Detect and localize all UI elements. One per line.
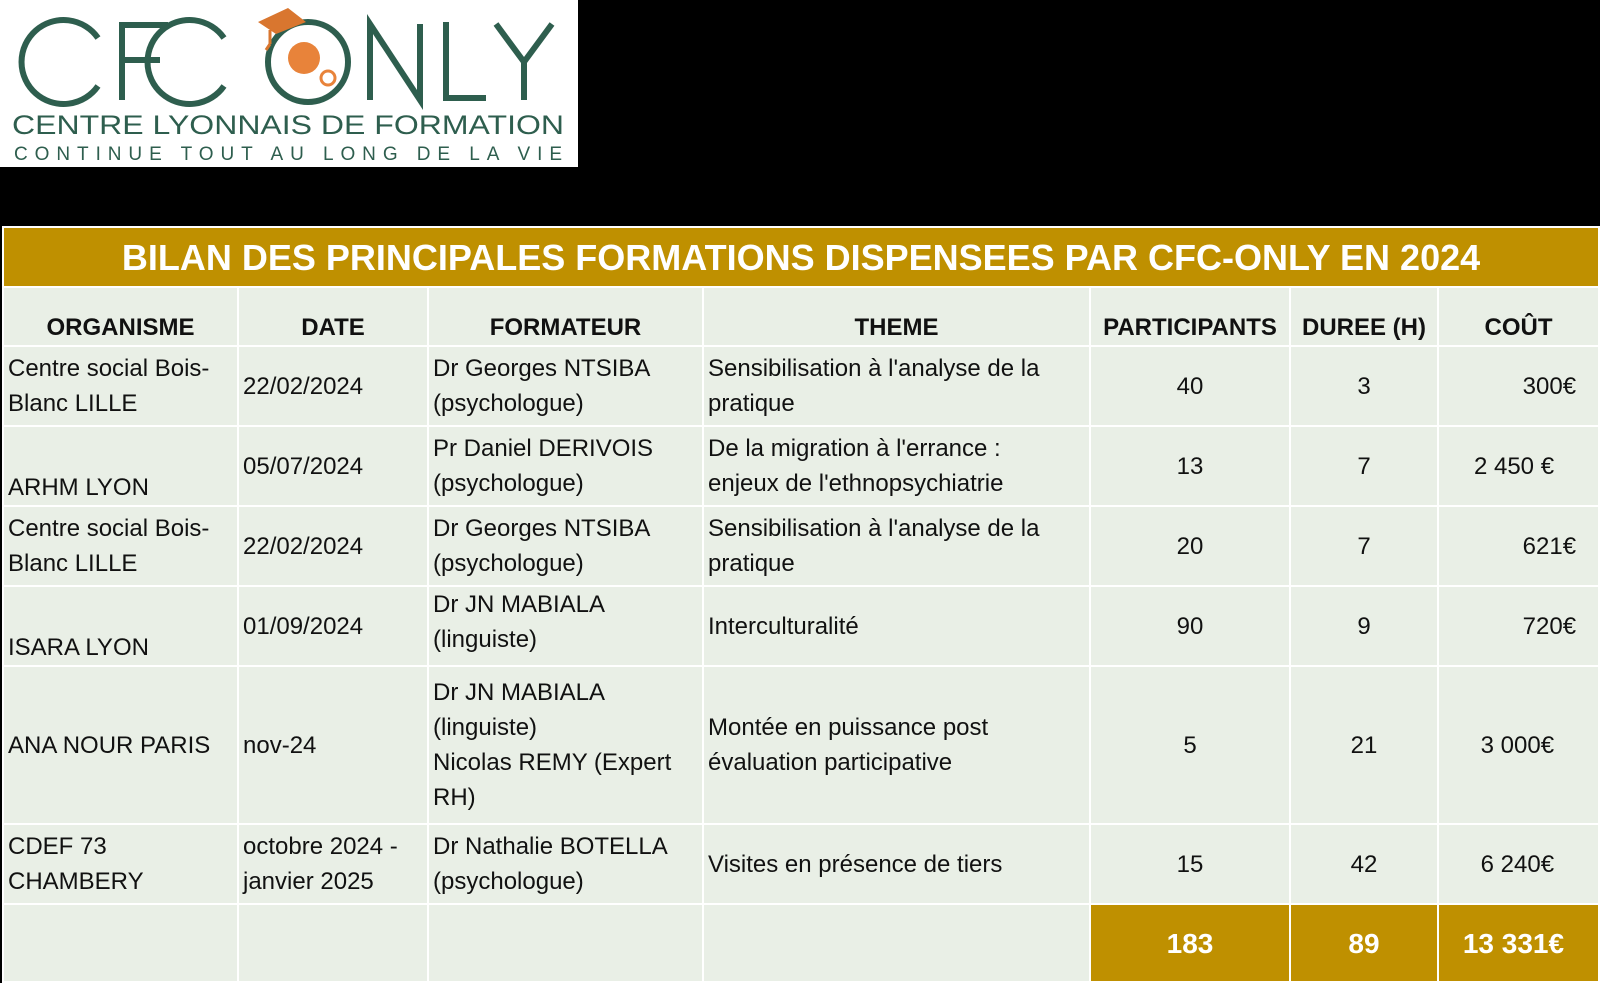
cell-formateur: Dr Georges NTSIBA (psychologue) xyxy=(428,506,703,586)
cell-date: 22/02/2024 xyxy=(238,506,428,586)
cell-formateur: Dr JN MABIALA (linguiste) xyxy=(428,586,703,666)
col-date: DATE xyxy=(238,287,428,346)
table-row xyxy=(3,666,1599,824)
cell-organisme: Centre social Bois- Blanc LILLE xyxy=(3,506,238,586)
total-participants: 183 xyxy=(1090,904,1290,982)
cell-organisme: ANA NOUR PARIS xyxy=(3,666,238,824)
logo-letter-n xyxy=(370,24,420,100)
table-row xyxy=(3,346,1599,426)
cell-formateur: Dr Georges NTSIBA (psychologue) xyxy=(428,346,703,426)
cell-duree: 42 xyxy=(1290,824,1438,904)
totals-row xyxy=(3,904,1599,982)
cell-duree: 3 xyxy=(1290,346,1438,426)
empty-cell xyxy=(428,904,703,982)
cell-duree: 9 xyxy=(1290,586,1438,666)
total-duree: 89 xyxy=(1290,904,1438,982)
cell-date: 22/02/2024 xyxy=(238,346,428,426)
cell-cout: 3 000€ xyxy=(1438,666,1599,824)
cell-organisme: ISARA LYON xyxy=(3,586,238,666)
cell-participants: 13 xyxy=(1090,426,1290,506)
table-row xyxy=(3,824,1599,904)
logo-graphic xyxy=(0,0,578,167)
total-cout: 13 331€ xyxy=(1438,904,1599,982)
cell-participants: 15 xyxy=(1090,824,1290,904)
cell-cout: 300€ xyxy=(1438,346,1599,426)
cell-theme: Interculturalité xyxy=(703,586,1090,666)
cell-duree: 21 xyxy=(1290,666,1438,824)
col-formateur: FORMATEUR xyxy=(428,287,703,346)
cell-organisme: Centre social Bois- Blanc LILLE xyxy=(3,346,238,426)
cell-date: 05/07/2024 xyxy=(238,426,428,506)
training-summary-table xyxy=(2,226,1598,981)
cell-participants: 20 xyxy=(1090,506,1290,586)
cell-participants: 5 xyxy=(1090,666,1290,824)
table-row xyxy=(3,506,1599,586)
empty-cell xyxy=(238,904,428,982)
table-row xyxy=(3,586,1599,666)
col-participants: PARTICIPANTS xyxy=(1090,287,1290,346)
logo-letter-c1 xyxy=(22,20,98,104)
cell-date: octobre 2024 - janvier 2025 xyxy=(238,824,428,904)
cell-duree: 7 xyxy=(1290,506,1438,586)
empty-cell xyxy=(3,904,238,982)
cell-formateur: Dr JN MABIALA (linguiste) Nicolas REMY (Expert RH) xyxy=(428,666,703,824)
cell-organisme: CDEF 73 CHAMBERY xyxy=(3,824,238,904)
cell-cout: 6 240€ xyxy=(1438,824,1599,904)
cfc-only-logo xyxy=(0,0,578,167)
logo-small-ring-icon xyxy=(321,71,335,85)
cell-formateur: Dr Nathalie BOTELLA (psychologue) xyxy=(428,824,703,904)
cell-theme: Sensibilisation à l'analyse de la pratique xyxy=(703,346,1090,426)
cell-theme: Montée en puissance post évaluation participative xyxy=(703,666,1090,824)
cell-participants: 90 xyxy=(1090,586,1290,666)
col-duree: DUREE (H) xyxy=(1290,287,1438,346)
cell-cout: 621€ xyxy=(1438,506,1599,586)
cell-theme: Sensibilisation à l'analyse de la pratique xyxy=(703,506,1090,586)
cell-participants: 40 xyxy=(1090,346,1290,426)
col-cout: COÛT xyxy=(1438,287,1599,346)
cell-cout: 720€ xyxy=(1438,586,1599,666)
cell-date: nov-24 xyxy=(238,666,428,824)
empty-cell xyxy=(703,904,1090,982)
table-title: BILAN DES PRINCIPALES FORMATIONS DISPENSEES PAR CFC-ONLY EN 2024 xyxy=(3,227,1599,287)
cell-theme: Visites en présence de tiers xyxy=(703,824,1090,904)
logo-line2: CONTINUE TOUT AU LONG DE LA VIE xyxy=(14,144,562,165)
logo-letter-l xyxy=(446,22,486,98)
header-row xyxy=(3,287,1599,346)
cell-cout: 2 450 € xyxy=(1438,426,1599,506)
cell-organisme: ARHM LYON xyxy=(3,426,238,506)
table-row xyxy=(3,426,1599,506)
cell-date: 01/09/2024 xyxy=(238,586,428,666)
logo-line1: CENTRE LYONNAIS DE FORMATION xyxy=(12,110,564,140)
logo-orange-dot-icon xyxy=(288,42,320,74)
logo-letter-y xyxy=(496,24,552,100)
cell-formateur: Pr Daniel DERIVOIS (psychologue) xyxy=(428,426,703,506)
col-organisme: ORGANISME xyxy=(3,287,238,346)
col-theme: THEME xyxy=(703,287,1090,346)
cell-duree: 7 xyxy=(1290,426,1438,506)
cell-theme: De la migration à l'errance : enjeux de l'ethnopsychiatrie xyxy=(703,426,1090,506)
